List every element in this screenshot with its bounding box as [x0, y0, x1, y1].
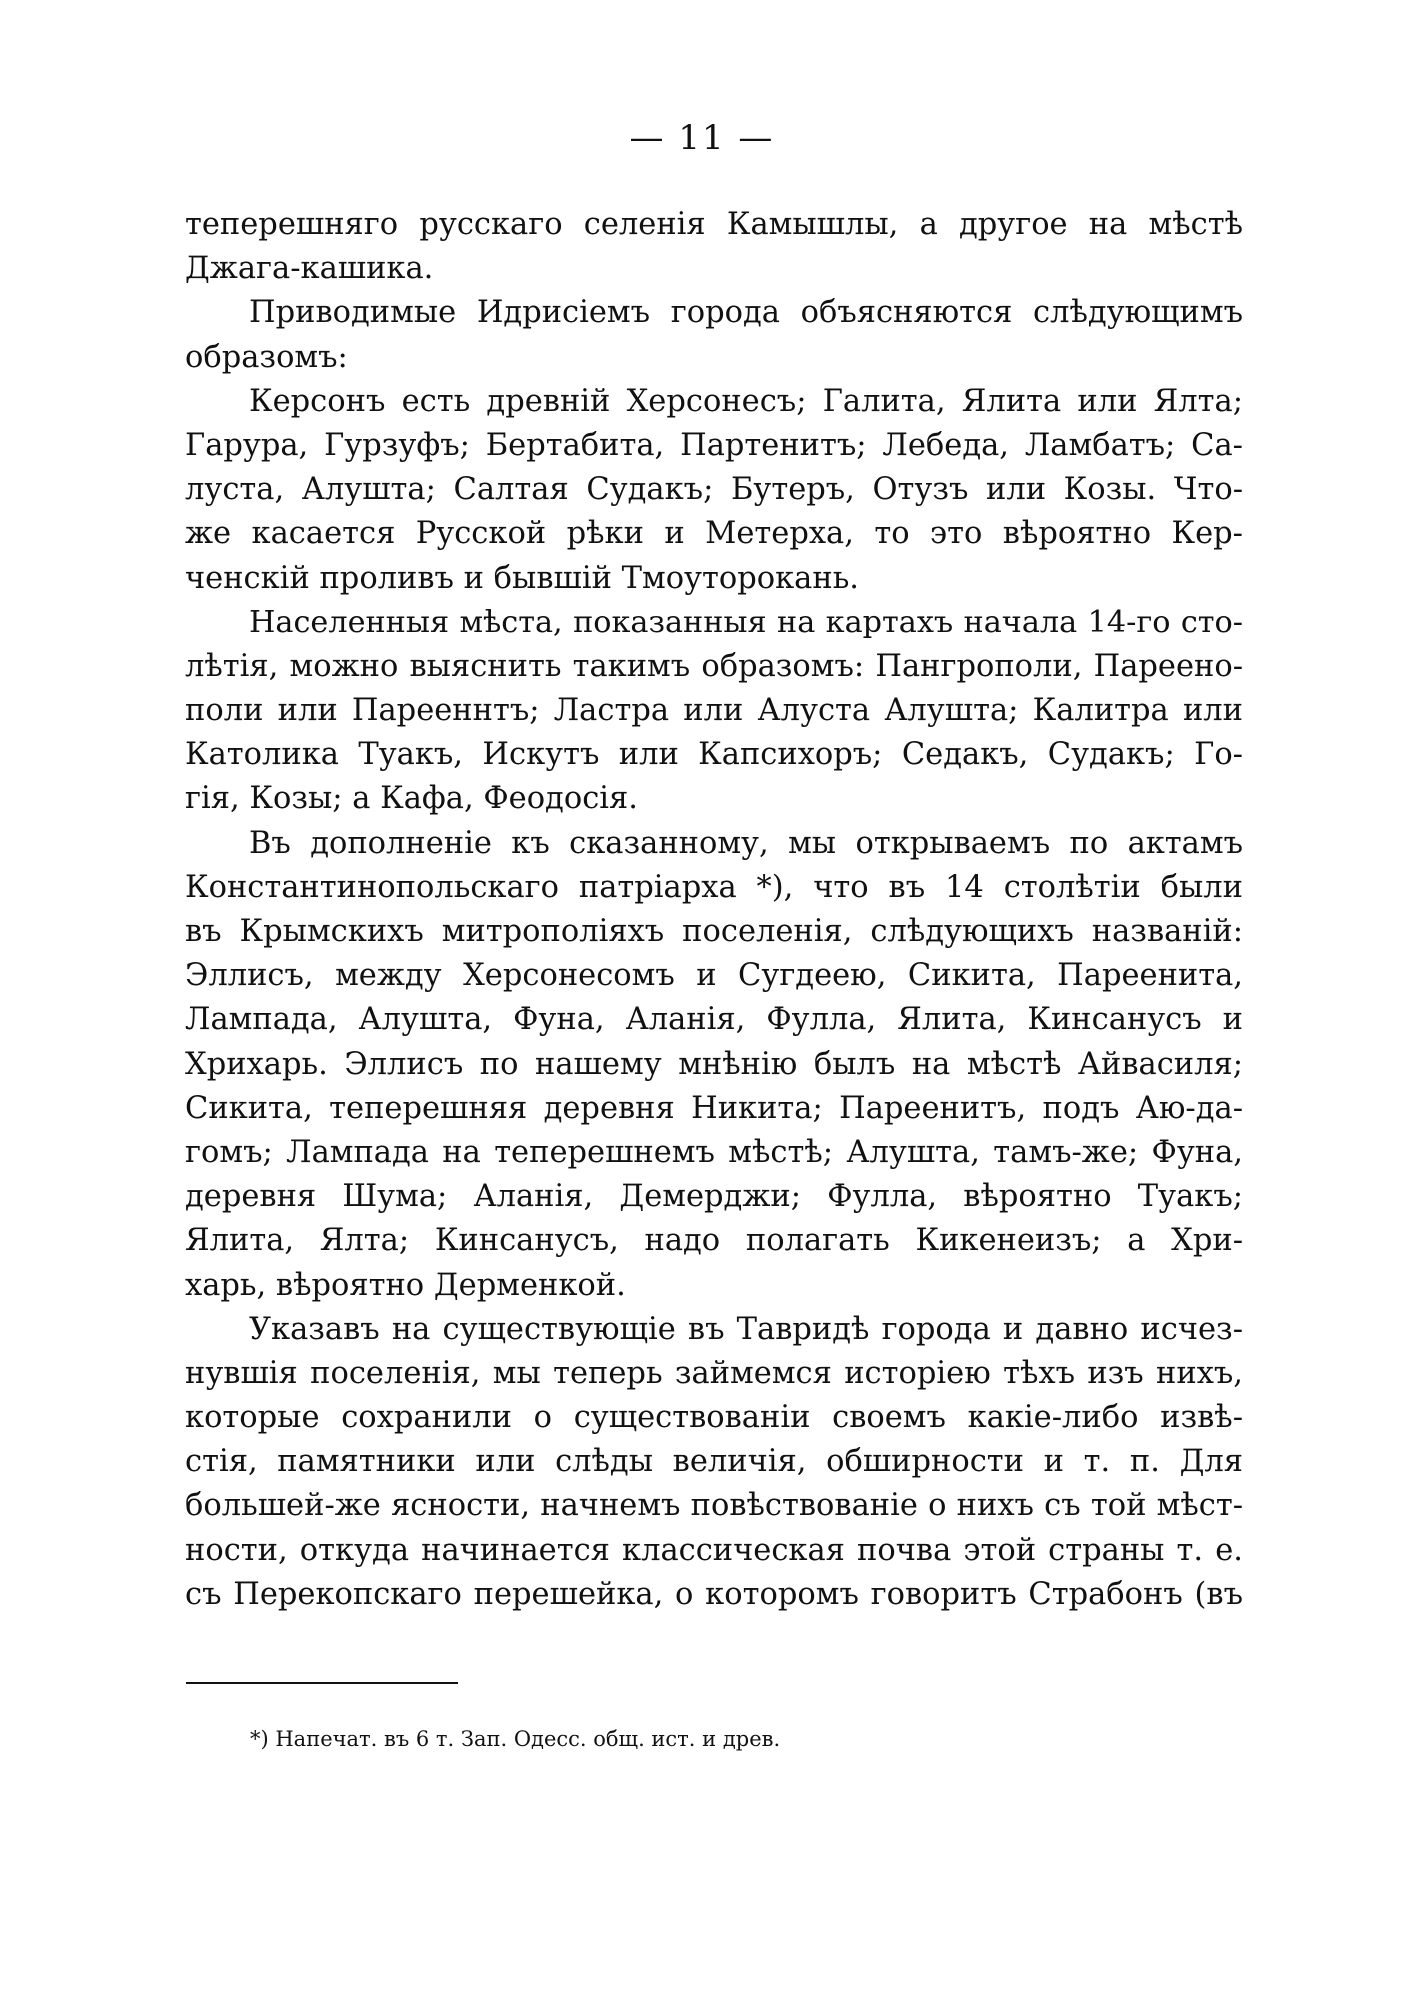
text-line: ности, откуда начинается классическая почва этой страны т. е. [185, 1532, 1243, 1568]
text-line: лѣтія, можно выяснить такимъ образомъ: Пангрополи, Пареено- [185, 648, 1243, 684]
text-line: ченскій проливъ и бывшій Тмоуторокань. [185, 560, 859, 596]
text-line: харь, вѣроятно Дерменкой. [185, 1267, 626, 1303]
text-line: Хрихарь. Эллисъ по нашему мнѣнію былъ на мѣстѣ Айвасиля; [185, 1046, 1243, 1082]
page-number: — 11 — [629, 118, 775, 158]
text-line: которые сохранили о существованіи своемъ какіе-либо извѣ- [185, 1400, 1243, 1436]
text-line: большей-же ясности, начнемъ повѣствованіе о нихъ съ той мѣст- [185, 1488, 1243, 1524]
text-line: нувшія поселенія, мы теперь займемся исторіею тѣхъ изъ нихъ, [185, 1355, 1243, 1391]
text-line: Католика Туакъ, Искутъ или Капсихоръ; Седакъ, Судакъ; Го- [185, 737, 1243, 773]
text-line: гомъ; Лампада на теперешнемъ мѣстѣ; Алушта, тамъ-же; Фуна, [185, 1134, 1243, 1170]
text-line: поли или Парееннтъ; Ластра или Алуста Алушта; Калитра или [185, 693, 1243, 729]
text-line: луста, Алушта; Салтая Судакъ; Бутеръ, Отузъ или Козы. Что- [185, 472, 1243, 508]
text-line: Сикита, теперешняя деревня Никита; Пареенитъ, подъ Аю-да- [185, 1090, 1243, 1126]
text-line: Въ дополненіе къ сказанному, мы открываемъ по актамъ [249, 825, 1243, 861]
text-line: же касается Русской рѣки и Метерха, то это вѣроятно Кер- [185, 516, 1243, 552]
text-line: образомъ: [185, 339, 348, 375]
body-text [185, 203, 1243, 1617]
footnote: *) Напечат. въ 6 т. Зап. Одесс. общ. ист. и древ. [250, 1727, 781, 1751]
footnote-rule [186, 1682, 458, 1684]
text-line: стія, памятники или слѣды величія, обширности и т. п. Для [185, 1444, 1243, 1480]
text-line: Приводимые Идрисіемъ города объясняются слѣдующимъ [249, 295, 1243, 331]
text-line: Населенныя мѣста, показанныя на картахъ начала 14-го сто- [249, 604, 1243, 640]
text-line: съ Перекопскаго перешейка, о которомъ говоритъ Страбонъ (въ [185, 1576, 1243, 1612]
text-line: теперешняго русскаго селенія Камышлы, а другое на мѣстѣ [185, 207, 1243, 242]
text-line: въ Крымскихъ митрополіяхъ поселенія, слѣдующихъ названій: [185, 914, 1243, 949]
text-line: Лампада, Алушта, Фуна, Аланія, Фулла, Ялита, Кинсанусъ и [185, 1002, 1243, 1038]
text-line: Гарура, Гурзуфъ; Бертабита, Партенитъ; Лебеда, Ламбатъ; Са- [185, 427, 1243, 463]
text-line: Указавъ на существующіе въ Тавридѣ города и давно исчез- [249, 1311, 1243, 1347]
text-line: Ялита, Ялта; Кинсанусъ, надо полагать Кикенеизъ; а Хри- [185, 1223, 1243, 1259]
text-line: Керсонъ есть древній Херсонесъ; Галита, Ялита или Ялта; [249, 383, 1243, 419]
text-line: деревня Шума; Аланія, Демерджи; Фулла, вѣроятно Туакъ; [185, 1179, 1243, 1215]
text-line: Джага-кашика. [185, 251, 434, 287]
text-line: Константинопольскаго патріарха *), что въ 14 столѣтіи были [185, 869, 1243, 905]
text-line: Эллисъ, между Херсонесомъ и Сугдеею, Сикита, Пареенита, [185, 958, 1243, 994]
text-line: гія, Козы; а Кафа, Феодосія. [185, 781, 638, 817]
